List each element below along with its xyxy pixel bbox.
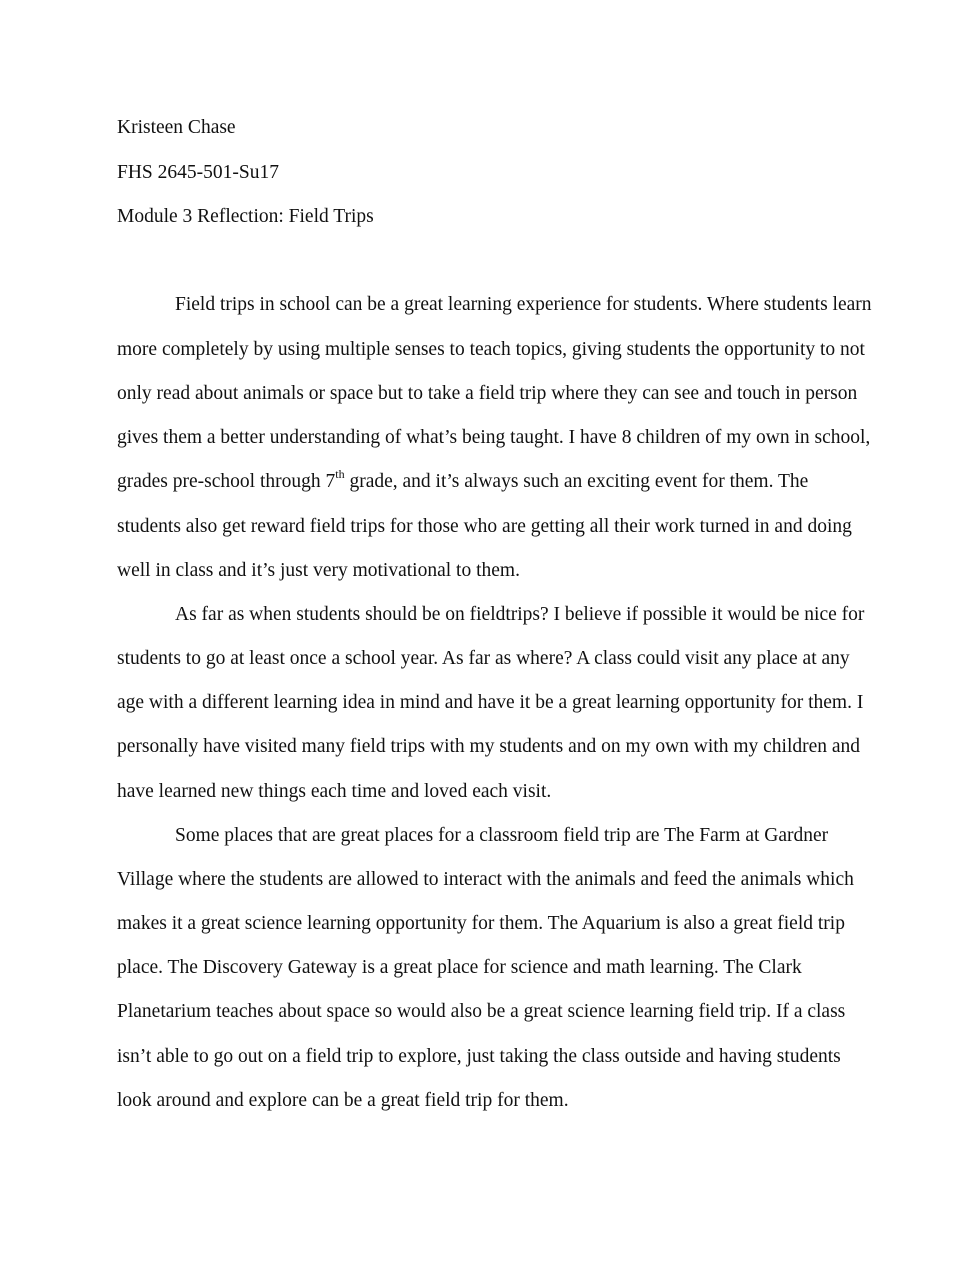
- paragraph-1-line-1: Field trips in school can be a great learning experience for students. Where students learn: [175, 294, 872, 315]
- paragraph-3-line-4: place. The Discovery Gateway is a great place for science and math learning. The Clark: [117, 957, 802, 978]
- paragraph-1-line-4: gives them a better understanding of what’s being taught. I have 8 children of my own in school,: [117, 427, 871, 448]
- ordinal-superscript: th: [335, 467, 345, 481]
- line-5-before: grades pre-school through 7: [117, 471, 336, 492]
- paragraph-1-line-7: well in class and it’s just very motivational to them.: [117, 560, 520, 581]
- line-5-after: grade, and it’s always such an exciting event for them. The: [344, 471, 809, 492]
- course-code: FHS 2645-501-Su17: [117, 162, 279, 183]
- paragraph-1-line-5: [117, 467, 809, 494]
- paragraph-1-line-2: more completely by using multiple senses to teach topics, giving students the opportunity to not: [117, 339, 865, 360]
- paragraph-2-line-1: As far as when students should be on fieldtrips? I believe if possible it would be nice for: [175, 604, 865, 625]
- paragraph-2-line-4: personally have visited many field trips with my students and on my own with my children and: [117, 736, 861, 757]
- paragraph-2-line-3: age with a different learning idea in mind and have it be a great learning opportunity for them. I: [117, 692, 864, 713]
- paragraph-2-line-2: students to go at least once a school year. As far as where? A class could visit any place at any: [117, 648, 850, 669]
- paragraph-3-line-3: makes it a great science learning opportunity for them. The Aquarium is also a great field trip: [117, 913, 845, 934]
- paragraph-3-line-5: Planetarium teaches about space so would also be a great science learning field trip. If a class: [117, 1001, 846, 1022]
- author-name: Kristeen Chase: [117, 117, 236, 138]
- assignment-title: Module 3 Reflection: Field Trips: [117, 206, 374, 227]
- paragraph-1-line-3: only read about animals or space but to take a field trip where they can see and touch in person: [117, 383, 858, 404]
- paragraph-3-line-7: look around and explore can be a great field trip for them.: [117, 1090, 569, 1111]
- paragraph-2-line-5: have learned new things each time and loved each visit.: [117, 781, 552, 802]
- paragraph-3-line-6: isn’t able to go out on a field trip to explore, just taking the class outside and having students: [117, 1046, 841, 1067]
- paragraph-3-line-2: Village where the students are allowed to interact with the animals and feed the animals which: [117, 869, 854, 890]
- paragraph-1-line-6: students also get reward field trips for those who are getting all their work turned in and doing: [117, 516, 852, 537]
- paragraph-3-line-1: Some places that are great places for a classroom field trip are The Farm at Gardner: [175, 825, 829, 846]
